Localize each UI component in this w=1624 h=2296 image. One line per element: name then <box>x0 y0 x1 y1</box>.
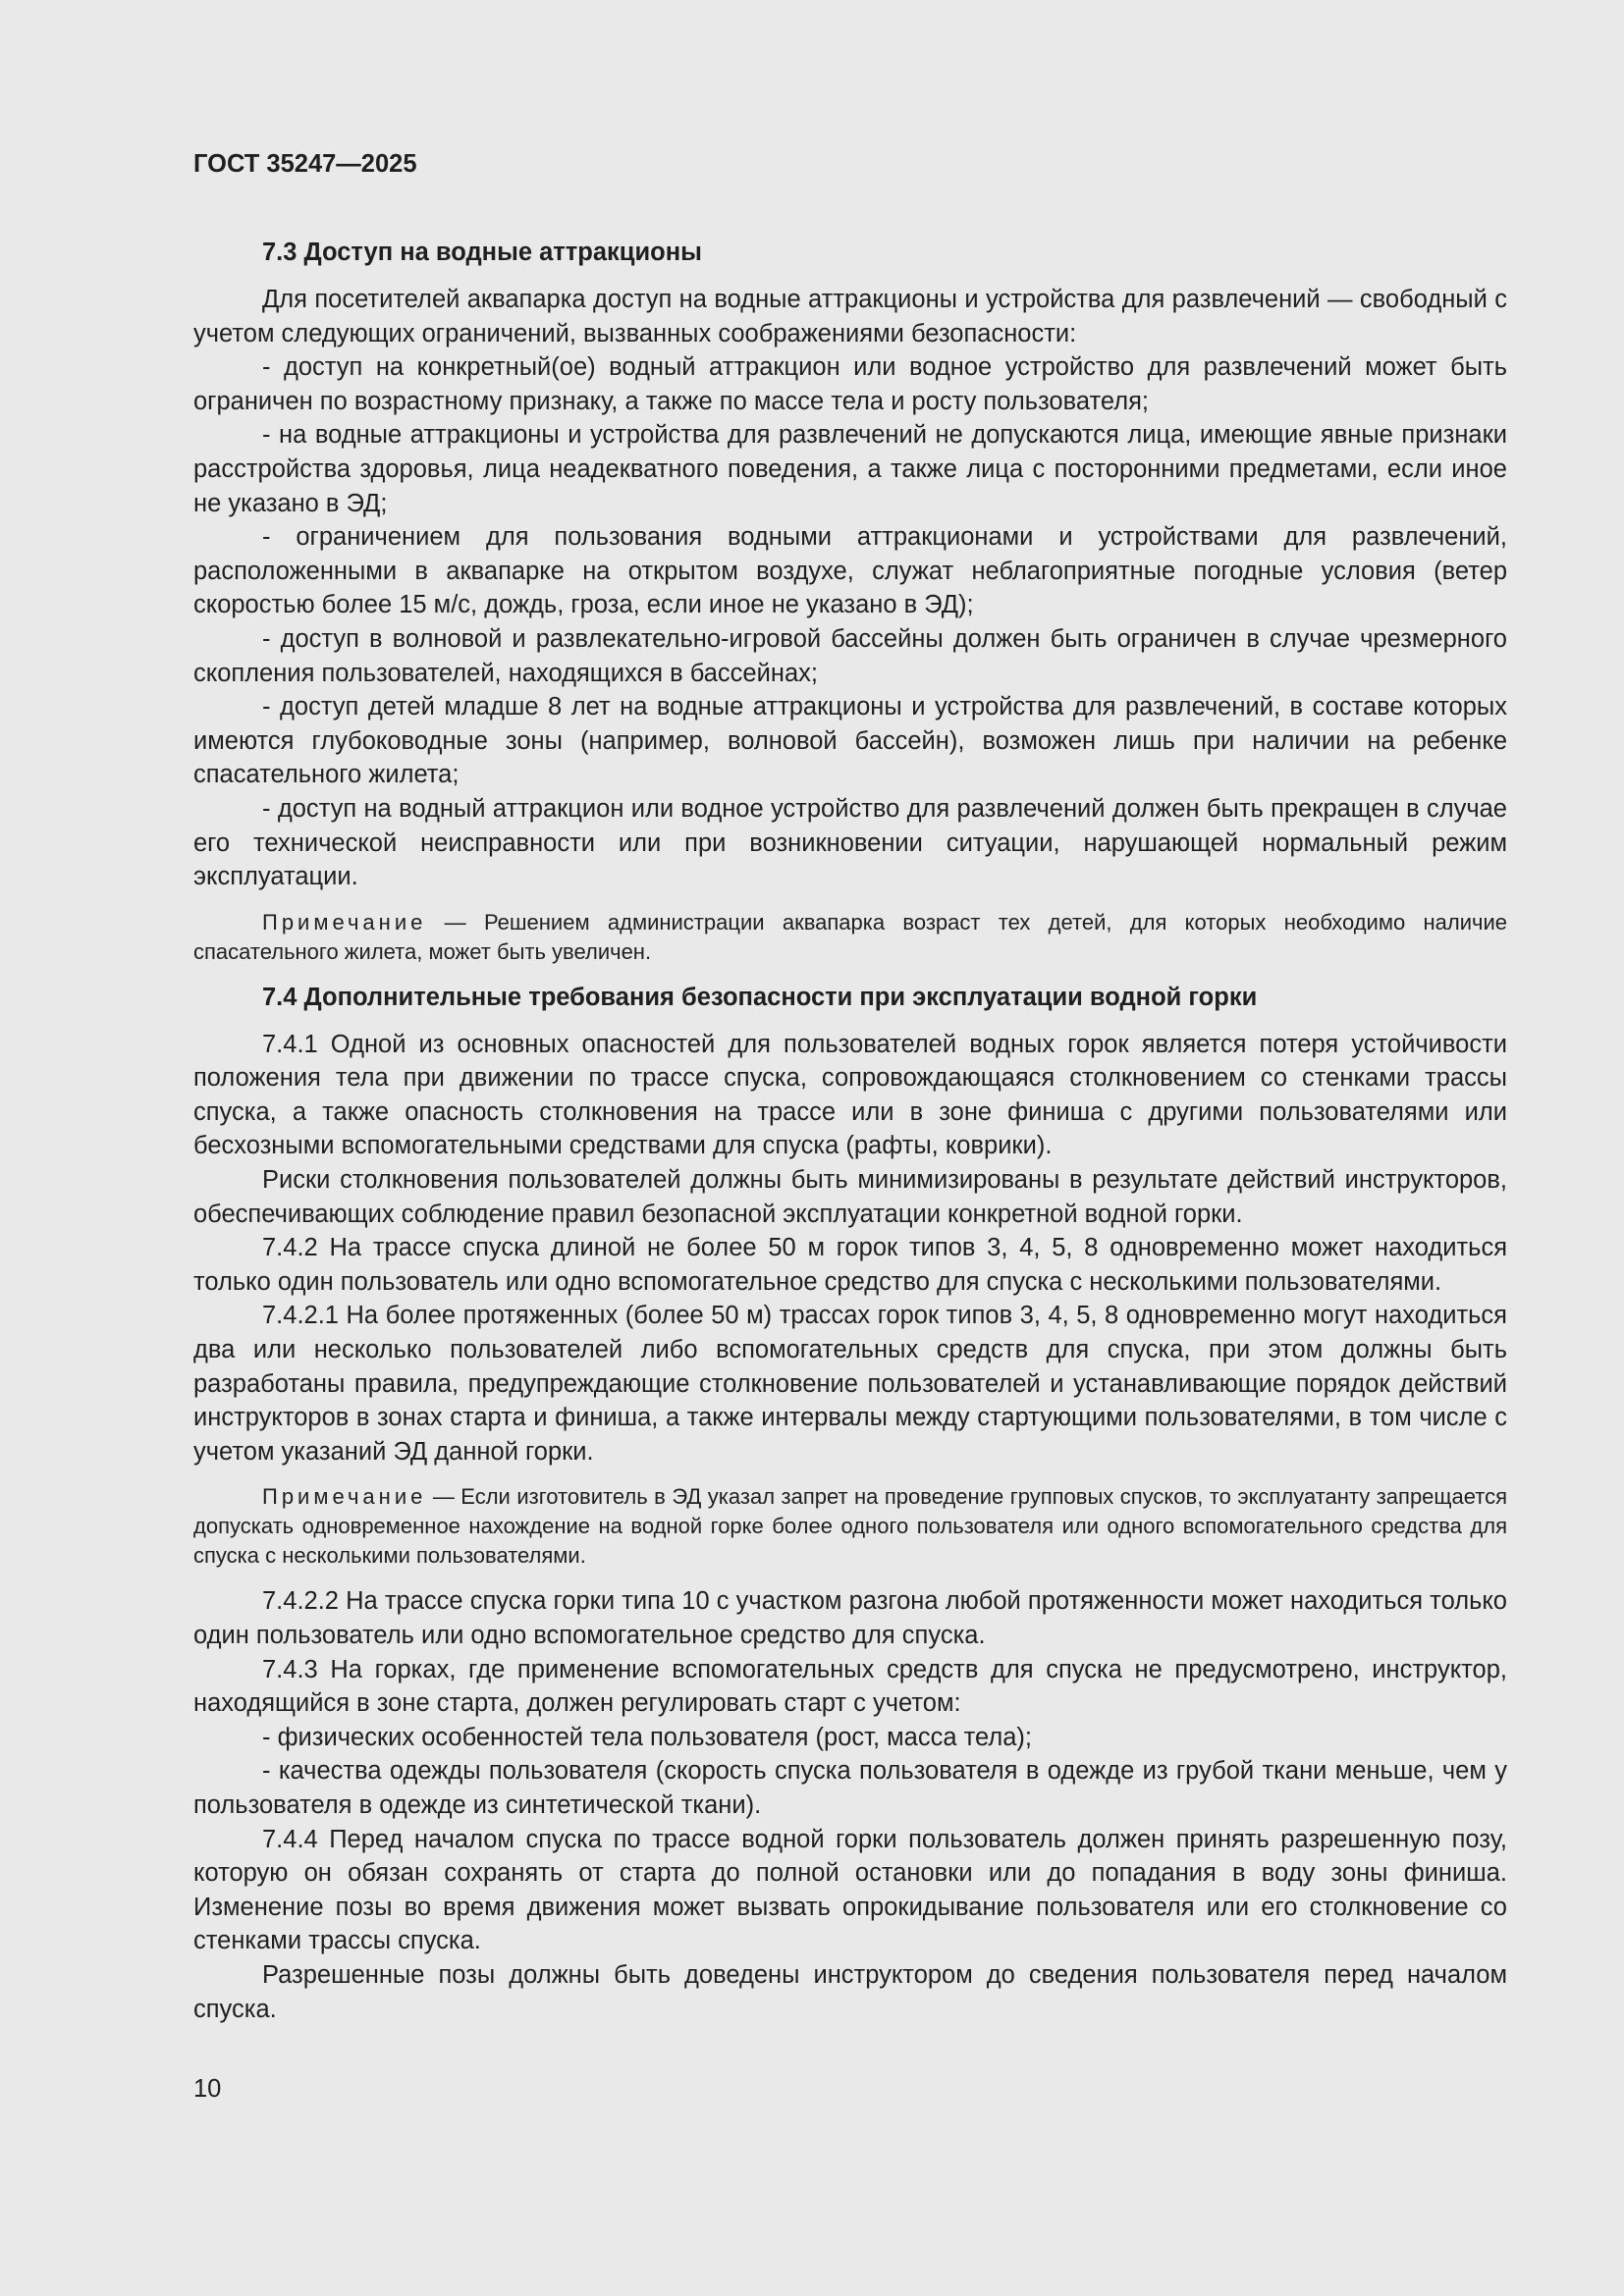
section-title-7-4: 7.4 Дополнительные требования безопасности при эксплуатации водной горки <box>262 983 1258 1011</box>
list-item: - доступ на конкретный(ое) водный аттракцион или водное устройство для развлечений может быть ограничен по возрастному признаку, а также по массе тела и росту пользователя; <box>193 353 1507 415</box>
section-title-7-3: 7.3 Доступ на водные аттракционы <box>262 239 702 266</box>
note-7-4 <box>193 1482 1507 1571</box>
note-text: — Решением администрации аквапарка возраст тех детей, для которых необходимо наличие спасательного жилета, может быть увеличен. <box>193 909 1507 964</box>
document-header: ГОСТ 35247—2025 <box>193 150 417 178</box>
paragraph: 7.4.3 На горках, где применение вспомогательных средств для спуска не предусмотрено, инструктор, находящийся в зоне старта, должен регулировать старт с учетом: <box>193 1655 1507 1718</box>
list-item: - ограничением для пользования водными аттракционами и устройствами для развлечений, расположенными в аквапарке на открытом воздухе, служат неблагоприятные погодные условия (ветер скоростью более 15 м/с, дождь, гроза, если иное не указано в ЭД); <box>193 523 1507 619</box>
document-page <box>193 147 1507 2026</box>
page-number: 10 <box>193 2075 222 2103</box>
list-item: - физических особенностей тела пользователя (рост, масса тела); <box>262 1723 1033 1751</box>
note-7-3 <box>193 908 1507 967</box>
paragraph: Риски столкновения пользователей должны быть минимизированы в результате действий инструкторов, обеспечивающих соблюдение правил безопасной эксплуатации конкретной водной горки. <box>193 1166 1507 1228</box>
list-item: - на водные аттракционы и устройства для развлечений не допускаются лица, имеющие явные признаки расстройства здоровья, лица неадекватного поведения, а также лица с посторонними предметами, если иное не указано в ЭД; <box>193 421 1507 517</box>
paragraph: Разрешенные позы должны быть доведены инструктором до сведения пользователя перед началом спуска. <box>193 1960 1507 2023</box>
list-item: - доступ на водный аттракцион или водное устройство для развлечений должен быть прекращен в случае его технической неисправности или при возникновении ситуации, нарушающей нормальный режим эксплуатации. <box>193 794 1507 891</box>
paragraph: 7.4.2.2 На трассе спуска горки типа 10 с участком разгона любой протяженности может находиться только один пользователь или одно вспомогательное средство для спуска. <box>193 1587 1507 1649</box>
paragraph: 7.4.2.1 На более протяженных (более 50 м) трассах горок типов 3, 4, 5, 8 одновременно могут находиться два или несколько пользователей либо вспомогательных средств для спуска, при этом должны быть разработаны правила, предупреждающие столкновение пользователей и устанавливающие порядок действий инструкторов в зонах старта и финиша, а также интервалы между стартующими пользователями, в том числе с учетом указаний ЭД данной горки. <box>193 1302 1507 1466</box>
paragraph: 7.4.2 На трассе спуска длиной не более 50 м горок типов 3, 4, 5, 8 одновременно может находиться только один пользователь или одно вспомогательное средство для спуска с несколькими пользователями. <box>193 1234 1507 1296</box>
note-label: Примечание <box>262 1484 427 1510</box>
section-7-3 <box>193 236 1507 967</box>
list-item: - доступ детей младше 8 лет на водные аттракционы и устройства для развлечений, в составе которых имеются глубоководные зоны (например, волновой бассейн), возможен лишь при наличии на ребенке спасательного жилета; <box>193 693 1507 789</box>
list-item: - доступ в волновой и развлекательно-игровой бассейны должен быть ограничен в случае чрезмерного скопления пользователей, находящихся в бассейнах; <box>193 624 1507 687</box>
list-item: - качества одежды пользователя (скорость спуска пользователя в одежде из грубой ткани меньше, чем у пользователя в одежде из синтетической ткани). <box>193 1757 1507 1819</box>
paragraph: Для посетителей аквапарка доступ на водные аттракционы и устройства для развлечений — свободный с учетом следующих ограничений, вызванных соображениями безопасности: <box>193 286 1507 347</box>
paragraph: 7.4.1 Одной из основных опасностей для пользователей водных горок является потеря устойчивости положения тела при движении по трассе спуска, сопровождающаяся столкновением со стенками трассы спуска, а также опасность столкновения на трассе или в зоне финиша с другими пользователями или бесхозными вспомогательными средствами для спуска (рафты, коврики). <box>193 1030 1507 1160</box>
note-text: — Если изготовитель в ЭД указал запрет на проведение групповых спусков, то эксплуатанту запрещается допускать одновременное нахождение на водной горке более одного пользователя или одного вспомогательного средства для спуска с несколькими пользователями. <box>193 1484 1507 1569</box>
section-7-4 <box>193 981 1507 2026</box>
paragraph: 7.4.4 Перед началом спуска по трассе водной горки пользователь должен принять разрешенную позу, которую он обязан сохранять от старта до полной остановки или до попадания в воду зоны финиша. Изменение позы во время движения может вызвать опрокидывание пользователя или его столкновение со стенками трассы спуска. <box>193 1825 1507 1955</box>
note-label: Примечание <box>262 909 427 934</box>
